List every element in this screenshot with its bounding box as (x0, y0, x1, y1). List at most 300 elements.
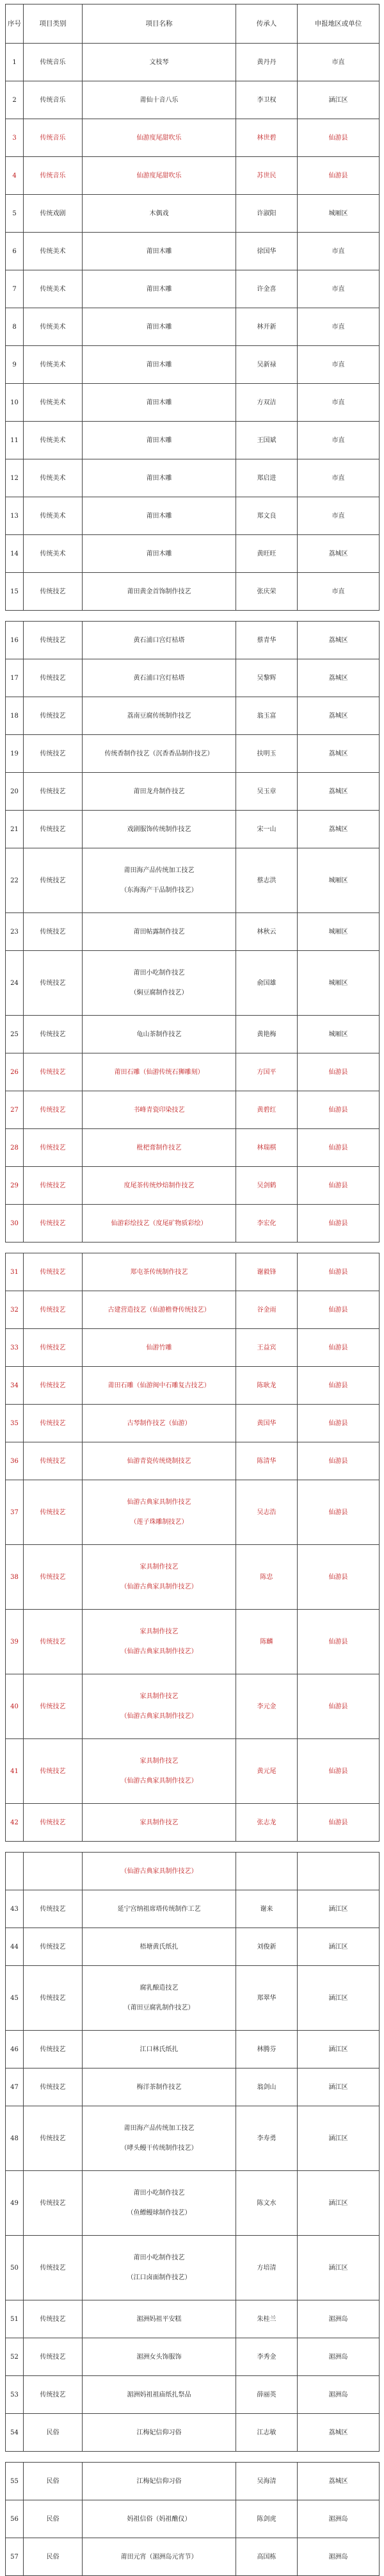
cell-area: 荔城区 (298, 2463, 380, 2500)
table-row (6, 1545, 380, 1610)
cell-category: 传统技艺 (24, 913, 83, 951)
cell-seq: 44 (6, 1928, 24, 1966)
cell-seq: 50 (6, 2236, 24, 2300)
cell-seq: 22 (6, 848, 24, 913)
cell-seq: 15 (6, 573, 24, 611)
cell-area: 涵江区 (298, 1890, 380, 1928)
cell-area: 仙游县 (298, 1739, 380, 1804)
cell-name: 梅洋茶制作技艺 (83, 2068, 236, 2106)
cell-category: 传统技艺 (24, 622, 83, 659)
cell-name: 莆田木雕 (83, 233, 236, 270)
table-row (6, 119, 380, 157)
cell-area: 湄洲岛 (298, 2338, 380, 2376)
table-row (6, 1253, 380, 1291)
cell-category: 传统技艺 (24, 1804, 83, 1842)
cell-seq: 17 (6, 659, 24, 697)
cell-name (83, 1966, 236, 2031)
header-seq: 序号 (6, 4, 24, 44)
cell-name: 妈祖信俗（妈祖醮仪） (83, 2500, 236, 2538)
cell-heir: 宋一山 (236, 811, 298, 848)
cell-category: 传统技艺 (24, 1253, 83, 1291)
cell-name: 莆田石雕（仙游闽中石雕复古技艺） (83, 1367, 236, 1405)
table-row (6, 2236, 380, 2300)
table-row (6, 1804, 380, 1842)
cell-heir: 黄丹丹 (236, 44, 298, 81)
cell-heir: 陈文水 (236, 2171, 298, 2236)
cell-seq: 53 (6, 2376, 24, 2414)
spacer-cell (236, 611, 298, 622)
cell-category: 传统技艺 (24, 773, 83, 811)
cell-name: 江口林氏纸扎 (83, 2031, 236, 2068)
spacer-cell (236, 1842, 298, 1853)
cell-category: 传统美术 (24, 497, 83, 535)
cell-name: （仙游古典家具制作技艺） (83, 1853, 236, 1890)
cell-area: 涵江区 (298, 2068, 380, 2106)
cell-seq: 1 (6, 44, 24, 81)
cell-name-line: （江口卤面制作技艺） (127, 2274, 191, 2281)
cell-area: 仙游县 (298, 1804, 380, 1842)
cell-category: 传统技艺 (24, 2106, 83, 2171)
cell-name: 仙游度尾甜吹乐 (83, 157, 236, 195)
cell-area: 仙游县 (298, 1205, 380, 1243)
spacer-cell (24, 1243, 83, 1253)
cell-area: 市直 (298, 270, 380, 308)
cell-area: 城厢区 (298, 1016, 380, 1053)
header-area: 申报地区或单位 (298, 4, 380, 44)
cell-area: 仙游县 (298, 1674, 380, 1739)
table-row (6, 1442, 380, 1480)
cell-heir: 李宏化 (236, 1205, 298, 1243)
spacer-cell (298, 1243, 380, 1253)
cell-seq: 47 (6, 2068, 24, 2106)
cell-seq: 30 (6, 1205, 24, 1243)
cell-area: 仙游县 (298, 157, 380, 195)
cell-name: 延宁宫纳祖席塔传统制作工艺 (83, 1890, 236, 1928)
cell-name-line: 莆田海产品传统加工技艺 (124, 2125, 195, 2132)
spacer-cell (6, 1842, 24, 1853)
table-row (6, 308, 380, 346)
cell-seq: 7 (6, 270, 24, 308)
table-row (6, 270, 380, 308)
cell-name: 莆田木雕 (83, 422, 236, 459)
table-row (6, 2538, 380, 2576)
cell-seq: 6 (6, 233, 24, 270)
spacer-cell (24, 611, 83, 622)
cell-area: 市直 (298, 233, 380, 270)
cell-name: 龟山茶制作技艺 (83, 1016, 236, 1053)
cell-seq: 25 (6, 1016, 24, 1053)
cell-seq: 43 (6, 1890, 24, 1928)
cell-area: 仙游县 (298, 1480, 380, 1545)
cell-heir: 方双洁 (236, 384, 298, 422)
cell-heir: 王国斌 (236, 422, 298, 459)
cell-area: 仙游县 (298, 1545, 380, 1610)
cell-name-line: （莆田豆腐乳制作技艺） (124, 2004, 195, 2011)
table-row (6, 1016, 380, 1053)
cell-category: 传统技艺 (24, 1739, 83, 1804)
spacer-cell (83, 1842, 236, 1853)
cell-category: 传统技艺 (24, 2376, 83, 2414)
cell-seq: 3 (6, 119, 24, 157)
cell-name: 家具制作技艺 (83, 1804, 236, 1842)
cell-category: 传统音乐 (24, 157, 83, 195)
cell-heir: 苏世民 (236, 157, 298, 195)
cell-category: 传统技艺 (24, 1129, 83, 1167)
cell-area: 仙游县 (298, 1329, 380, 1367)
header-name: 项目名称 (83, 4, 236, 44)
table-row (6, 2031, 380, 2068)
cell-heir: 徐国华 (236, 233, 298, 270)
cell-seq: 24 (6, 951, 24, 1016)
cell-name: 莆田木雕 (83, 384, 236, 422)
cell-area: 仙游县 (298, 1291, 380, 1329)
cell-category: 传统美术 (24, 422, 83, 459)
table-row (6, 1739, 380, 1804)
cell-area: 仙游县 (298, 1442, 380, 1480)
cell-name-line: 腐乳酿造技艺 (140, 1985, 179, 1992)
cell-heir: 吴志浩 (236, 1480, 298, 1545)
table-row (6, 195, 380, 233)
cell-heir: 许淑阳 (236, 195, 298, 233)
spacer-cell (6, 2452, 24, 2463)
cell-seq: 46 (6, 2031, 24, 2068)
cell-category: 传统美术 (24, 384, 83, 422)
cell-area: 荔城区 (298, 622, 380, 659)
cell-seq: 2 (6, 81, 24, 119)
cell-category: 传统技艺 (24, 2171, 83, 2236)
cell-seq: 49 (6, 2171, 24, 2236)
cell-area: 荔城区 (298, 535, 380, 573)
cell-category: 传统技艺 (24, 1480, 83, 1545)
cell-name-line: （焖豆腐制作技艺） (130, 989, 188, 996)
header-heir: 传承人 (236, 4, 298, 44)
cell-area: 涵江区 (298, 1928, 380, 1966)
cell-heir: 许金喜 (236, 270, 298, 308)
table-row (6, 1091, 380, 1129)
cell-seq: 39 (6, 1610, 24, 1674)
cell-name (83, 2171, 236, 2236)
table-body (6, 44, 380, 2576)
cell-area: 涵江区 (298, 2031, 380, 2068)
cell-heir: 谢来 (236, 1890, 298, 1928)
cell-heir: 黄艳梅 (236, 1016, 298, 1053)
cell-name: 枇杷膏制作技艺 (83, 1129, 236, 1167)
heritage-table (5, 4, 380, 2576)
cell-name: 黄石浦口宫灯枯塔 (83, 659, 236, 697)
cell-seq: 8 (6, 308, 24, 346)
cell-seq: 29 (6, 1167, 24, 1205)
table-header-row (6, 4, 380, 44)
cell-category: 传统技艺 (24, 1367, 83, 1405)
cell-area: 市直 (298, 459, 380, 497)
cell-name-line: 莆田小吃制作技艺 (133, 970, 185, 977)
cell-seq: 42 (6, 1804, 24, 1842)
cell-heir: 谢毅锋 (236, 1253, 298, 1291)
cell-name: 木偶戏 (83, 195, 236, 233)
cell-area: 涵江区 (298, 81, 380, 119)
cell-area: 仙游县 (298, 1253, 380, 1291)
cell-name: 文枝琴 (83, 44, 236, 81)
cell-seq: 33 (6, 1329, 24, 1367)
cell-category: 传统美术 (24, 535, 83, 573)
table-row (6, 811, 380, 848)
cell-name: 莆田元宵（湄洲岛元宵节） (83, 2538, 236, 2576)
cell-area: 湄洲岛 (298, 2538, 380, 2576)
cell-heir: 王益宾 (236, 1329, 298, 1367)
cell-name: 江梅妃信仰习俗 (83, 2463, 236, 2500)
cell-category: 传统技艺 (24, 2236, 83, 2300)
cell-heir: 黄国华 (236, 1405, 298, 1442)
cell-area: 仙游县 (298, 1167, 380, 1205)
cell-heir: 林腾芬 (236, 2031, 298, 2068)
cell-category: 传统戏剧 (24, 195, 83, 233)
cell-area: 市直 (298, 573, 380, 611)
cell-seq: 23 (6, 913, 24, 951)
cell-area: 仙游县 (298, 1129, 380, 1167)
cell-category (24, 1853, 83, 1890)
cell-name (83, 1739, 236, 1804)
spacer-cell (298, 611, 380, 622)
table-row (6, 233, 380, 270)
cell-name (83, 848, 236, 913)
cell-name: 莆田帖露制作技艺 (83, 913, 236, 951)
cell-heir: 高国栋 (236, 2538, 298, 2576)
cell-area: 湄洲岛 (298, 2376, 380, 2414)
cell-heir: 薛丽英 (236, 2376, 298, 2414)
cell-name: 湄洲女头饰服饰 (83, 2338, 236, 2376)
cell-category: 传统美术 (24, 459, 83, 497)
cell-heir: 陈剑虎 (236, 2500, 298, 2538)
cell-seq: 45 (6, 1966, 24, 2031)
cell-heir: 黄旺旺 (236, 535, 298, 573)
cell-seq: 9 (6, 346, 24, 384)
cell-name: 传统香制作技艺（沉香香品制作技艺） (83, 735, 236, 773)
cell-name: 莆田木雕 (83, 270, 236, 308)
table-row (6, 2106, 380, 2171)
cell-category: 传统技艺 (24, 1205, 83, 1243)
cell-category: 民俗 (24, 2414, 83, 2452)
cell-category: 传统技艺 (24, 2068, 83, 2106)
cell-name: 仙游彩绘技艺（度尾矿物质彩绘） (83, 1205, 236, 1243)
cell-heir: 刘俊新 (236, 1928, 298, 1966)
cell-seq: 12 (6, 459, 24, 497)
cell-seq: 37 (6, 1480, 24, 1545)
cell-name: 江梅妃信仰习俗 (83, 2414, 236, 2452)
cell-category: 传统技艺 (24, 1016, 83, 1053)
cell-seq: 31 (6, 1253, 24, 1291)
cell-category: 传统技艺 (24, 735, 83, 773)
page-break-spacer (6, 1243, 380, 1253)
spacer-cell (6, 611, 24, 622)
cell-category: 传统技艺 (24, 659, 83, 697)
spacer-cell (298, 1842, 380, 1853)
heritage-list-sheet (5, 4, 379, 2576)
cell-category: 传统技艺 (24, 1674, 83, 1739)
cell-category: 传统技艺 (24, 848, 83, 913)
cell-area: 荔城区 (298, 735, 380, 773)
cell-heir: 李卫权 (236, 81, 298, 119)
cell-heir: 张志龙 (236, 1804, 298, 1842)
cell-seq: 16 (6, 622, 24, 659)
cell-area: 市直 (298, 497, 380, 535)
cell-heir: 朱桂兰 (236, 2300, 298, 2338)
cell-area: 市直 (298, 384, 380, 422)
cell-seq: 20 (6, 773, 24, 811)
table-row (6, 1167, 380, 1205)
cell-seq: 36 (6, 1442, 24, 1480)
cell-category: 传统技艺 (24, 1610, 83, 1674)
table-row (6, 2414, 380, 2452)
spacer-cell (298, 2452, 380, 2463)
cell-seq: 34 (6, 1367, 24, 1405)
cell-area: 市直 (298, 308, 380, 346)
cell-category: 传统美术 (24, 346, 83, 384)
table-row (6, 2068, 380, 2106)
cell-name: 莆田木雕 (83, 535, 236, 573)
cell-seq: 11 (6, 422, 24, 459)
table-row (6, 773, 380, 811)
cell-name-line: （鱼鳔鳗球制作技艺） (127, 2209, 191, 2217)
cell-category: 传统技艺 (24, 1405, 83, 1442)
cell-name: 梧塘黄氏纸扎 (83, 1928, 236, 1966)
cell-seq: 55 (6, 2463, 24, 2500)
cell-name-line: （仙游古典家具制作技艺） (120, 1648, 198, 1655)
table-row (6, 346, 380, 384)
cell-area: 仙游县 (298, 1405, 380, 1442)
header-category: 项目类别 (24, 4, 83, 44)
table-row (6, 2300, 380, 2338)
cell-category: 传统技艺 (24, 1442, 83, 1480)
cell-name-line: 莆田小吃制作技艺 (133, 2190, 185, 2197)
cell-heir: 林秋云 (236, 913, 298, 951)
cell-seq: 21 (6, 811, 24, 848)
cell-name: 莆田木雕 (83, 497, 236, 535)
cell-heir: 吴海清 (236, 2463, 298, 2500)
cell-category: 传统技艺 (24, 811, 83, 848)
cell-heir: 林开新 (236, 308, 298, 346)
cell-category: 传统技艺 (24, 1928, 83, 1966)
cell-area: 城厢区 (298, 848, 380, 913)
cell-area: 荔城区 (298, 811, 380, 848)
table-row (6, 1329, 380, 1367)
cell-area: 仙游县 (298, 1610, 380, 1674)
cell-seq: 57 (6, 2538, 24, 2576)
cell-seq (6, 1853, 24, 1890)
cell-name: 黄石浦口宫灯枯塔 (83, 622, 236, 659)
cell-category: 传统技艺 (24, 1545, 83, 1610)
cell-category: 民俗 (24, 2538, 83, 2576)
cell-category: 传统音乐 (24, 81, 83, 119)
cell-name (83, 1610, 236, 1674)
cell-heir: 江志敏 (236, 2414, 298, 2452)
cell-heir: 吴黎辉 (236, 659, 298, 697)
table-row (6, 1480, 380, 1545)
cell-name: 莆田龙舟制作技艺 (83, 773, 236, 811)
cell-heir: 黄元尾 (236, 1739, 298, 1804)
cell-seq: 26 (6, 1053, 24, 1091)
cell-category: 传统美术 (24, 270, 83, 308)
cell-name: 郑屯茶传统制作技艺 (83, 1253, 236, 1291)
cell-name: 莆田黄金首饰制作技艺 (83, 573, 236, 611)
spacer-cell (6, 1243, 24, 1253)
cell-heir: 谷金雨 (236, 1291, 298, 1329)
spacer-cell (83, 1243, 236, 1253)
cell-name: 莆田木雕 (83, 346, 236, 384)
cell-area: 湄洲岛 (298, 2500, 380, 2538)
cell-heir: 黄碧红 (236, 1091, 298, 1129)
cell-seq: 56 (6, 2500, 24, 2538)
cell-name-line: （仙游古典家具制作技艺） (120, 1583, 198, 1590)
cell-category: 传统技艺 (24, 697, 83, 735)
cell-name (83, 951, 236, 1016)
cell-name-line: （仙游古典家具制作技艺） (120, 1778, 198, 1785)
cell-heir: 陈清华 (236, 1442, 298, 1480)
cell-name: 仙游竹雕 (83, 1329, 236, 1367)
table-row (6, 2171, 380, 2236)
cell-area: 城厢区 (298, 951, 380, 1016)
cell-name (83, 2106, 236, 2171)
table-row (6, 2376, 380, 2414)
cell-heir: 林世碧 (236, 119, 298, 157)
cell-category: 民俗 (24, 2463, 83, 2500)
cell-seq: 52 (6, 2338, 24, 2376)
table-row (6, 848, 380, 913)
cell-category: 传统技艺 (24, 1291, 83, 1329)
page-break-spacer (6, 1842, 380, 1853)
cell-heir: 陈忠 (236, 1545, 298, 1610)
cell-area: 仙游县 (298, 1053, 380, 1091)
spacer-cell (24, 1842, 83, 1853)
spacer-cell (236, 1243, 298, 1253)
table-row (6, 622, 380, 659)
cell-name-line: 家具制作技艺 (140, 1628, 179, 1635)
cell-heir: 林瑞棋 (236, 1129, 298, 1167)
table-row (6, 1291, 380, 1329)
cell-heir: 方国平 (236, 1053, 298, 1091)
table-row (6, 1053, 380, 1091)
table-row (6, 735, 380, 773)
cell-name-line: 家具制作技艺 (140, 1758, 179, 1765)
cell-name: 仙游度尾甜吹乐 (83, 119, 236, 157)
table-row (6, 1610, 380, 1674)
cell-category: 传统音乐 (24, 119, 83, 157)
table-row (6, 1853, 380, 1890)
cell-seq: 4 (6, 157, 24, 195)
cell-category: 传统技艺 (24, 573, 83, 611)
table-row (6, 1367, 380, 1405)
cell-seq: 10 (6, 384, 24, 422)
cell-seq: 19 (6, 735, 24, 773)
cell-heir: 李寿勇 (236, 2106, 298, 2171)
cell-name: 度尾茶传统炒焙制作技艺 (83, 1167, 236, 1205)
cell-category: 传统技艺 (24, 2031, 83, 2068)
cell-name: 莆田木雕 (83, 459, 236, 497)
cell-category: 传统技艺 (24, 951, 83, 1016)
cell-heir: 郑翠华 (236, 1966, 298, 2031)
cell-seq: 38 (6, 1545, 24, 1610)
cell-area: 市直 (298, 44, 380, 81)
cell-heir: 吴玉章 (236, 773, 298, 811)
cell-seq: 51 (6, 2300, 24, 2338)
cell-area: 荔城区 (298, 659, 380, 697)
cell-name (83, 1480, 236, 1545)
cell-seq: 35 (6, 1405, 24, 1442)
table-row (6, 1928, 380, 1966)
cell-heir: 蔡志洪 (236, 848, 298, 913)
table-row (6, 1205, 380, 1243)
table-row (6, 422, 380, 459)
cell-category: 传统技艺 (24, 2300, 83, 2338)
